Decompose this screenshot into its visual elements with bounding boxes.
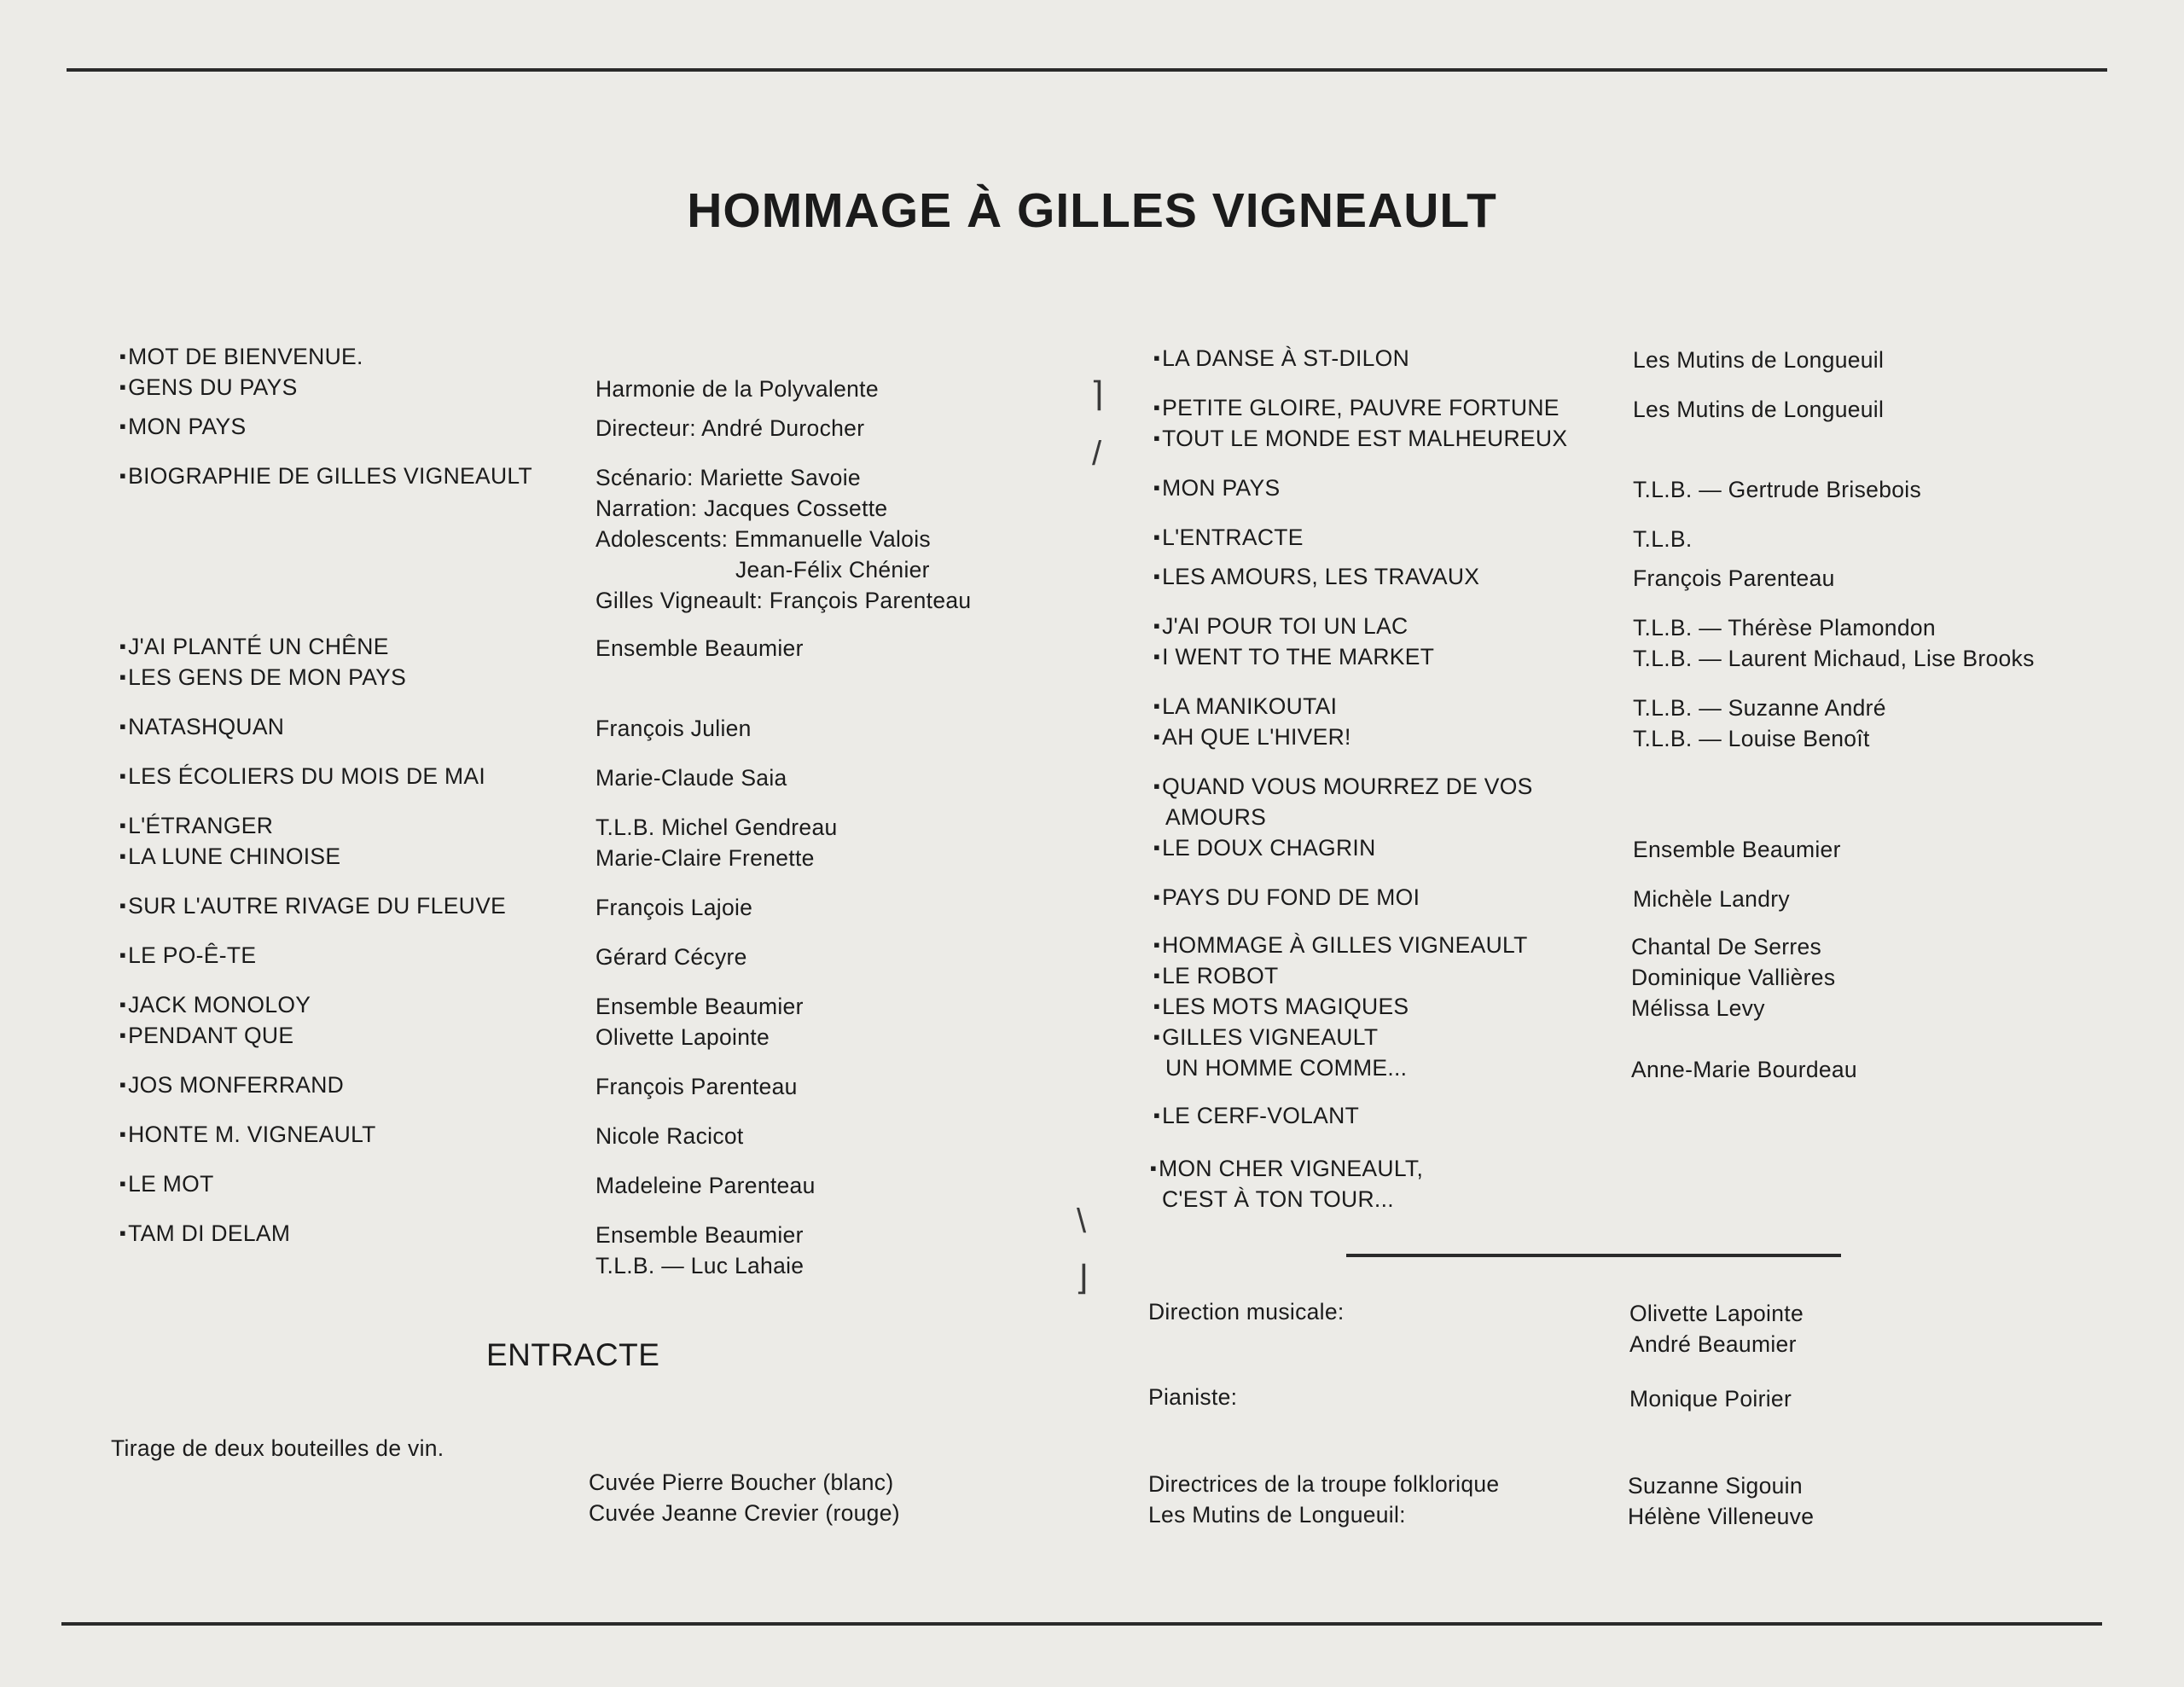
song-title: ▪ PAYS DU FOND DE MOI: [1153, 882, 1420, 914]
song-title: ▪ PETITE GLOIRE, PAUVRE FORTUNE: [1153, 392, 1560, 425]
performer: Ensemble Beaumier: [1633, 837, 1841, 862]
song-title: ▪ LES ÉCOLIERS DU MOIS DE MAI: [119, 761, 485, 793]
song-title: ▪ LE DOUX CHAGRIN: [1153, 832, 1376, 865]
song-title: ▪ MON PAYS: [1153, 472, 1280, 505]
performer: Gérard Cécyre: [595, 944, 747, 970]
performer: T.L.B. — Suzanne André: [1633, 695, 1886, 721]
performer: Directeur: André Durocher: [595, 415, 865, 441]
binding-mark: /: [1092, 435, 1102, 472]
song-title: ▪ TOUT LE MONDE EST MALHEUREUX: [1153, 423, 1567, 455]
song-title: ▪ LES AMOURS, LES TRAVAUX: [1153, 561, 1479, 594]
performer: François Julien: [595, 716, 752, 741]
credit-name: Olivette Lapointe: [1629, 1301, 1804, 1326]
song-title: ▪ SUR L'AUTRE RIVAGE DU FLEUVE: [119, 890, 506, 923]
performer: Ensemble Beaumier: [595, 994, 804, 1019]
entracte-heading: ENTRACTE: [486, 1337, 660, 1372]
performer: Madeleine Parenteau: [595, 1173, 816, 1198]
performer: T.L.B.: [1633, 526, 1693, 552]
song-title: ▪ I WENT TO THE MARKET: [1153, 641, 1434, 674]
song-title: ▪ LE PO-Ê-TE: [119, 940, 256, 972]
performer: Harmonie de la Polyvalente: [595, 376, 879, 402]
song-title: ▪ LE CERF-VOLANT: [1153, 1100, 1359, 1133]
binding-mark: ⌋: [1075, 1260, 1089, 1297]
song-title: ▪ LE MOT: [119, 1168, 214, 1201]
performer: T.L.B. — Gertrude Brisebois: [1633, 477, 1922, 502]
binding-mark: \: [1077, 1203, 1087, 1240]
bottom-rule: [61, 1622, 2102, 1626]
performer: Marie-Claude Saia: [595, 765, 787, 791]
performer: Marie-Claire Frenette: [595, 845, 815, 871]
song-title: ▪ QUAND VOUS MOURREZ DE VOS: [1153, 771, 1533, 803]
page-title: HOMMAGE À GILLES VIGNEAULT: [687, 183, 1497, 238]
performer: Ensemble Beaumier: [595, 635, 804, 661]
credit-name: André Beaumier: [1629, 1331, 1797, 1357]
binding-mark: ⌉: [1090, 376, 1104, 414]
song-title: ▪ MOT DE BIENVENUE.: [119, 341, 363, 374]
credit-name: Suzanne Sigouin: [1628, 1473, 1803, 1499]
song-title: ▪ MON PAYS: [119, 411, 246, 443]
credit-role: Directrices de la troupe folklorique: [1148, 1471, 1500, 1497]
song-title: ▪ GILLES VIGNEAULT: [1153, 1022, 1378, 1054]
song-title: ▪ L'ENTRACTE: [1153, 522, 1304, 554]
performer: Chantal De Serres: [1631, 934, 1822, 959]
song-title: ▪ J'AI PLANTÉ UN CHÊNE: [119, 631, 389, 664]
song-title: AMOURS: [1165, 804, 1267, 830]
credits-divider: [1346, 1254, 1841, 1257]
song-title: ▪ LES MOTS MAGIQUES: [1153, 991, 1409, 1023]
performer: Ensemble Beaumier: [595, 1222, 804, 1248]
performer: Anne-Marie Bourdeau: [1631, 1057, 1857, 1082]
performer: T.L.B. — Laurent Michaud, Lise Brooks: [1633, 646, 2035, 671]
song-title: ▪ LA MANIKOUTAI: [1153, 691, 1337, 723]
song-title: ▪ JACK MONOLOY: [119, 989, 311, 1022]
song-title: C'EST À TON TOUR...: [1162, 1186, 1394, 1212]
song-title: ▪ AH QUE L'HIVER!: [1153, 722, 1351, 754]
raffle-text: Tirage de deux bouteilles de vin.: [111, 1435, 444, 1461]
performer: Les Mutins de Longueuil: [1633, 397, 1885, 422]
performer: Mélissa Levy: [1631, 995, 1765, 1021]
performer: Scénario: Mariette Savoie: [595, 465, 861, 490]
performer: Jean-Félix Chénier: [735, 557, 930, 583]
song-title: ▪ L'ÉTRANGER: [119, 810, 273, 843]
performer: Olivette Lapointe: [595, 1024, 770, 1050]
performer: T.L.B. — Thérèse Plamondon: [1633, 615, 1936, 641]
song-title: ▪ J'AI POUR TOI UN LAC: [1153, 611, 1409, 643]
performer: François Lajoie: [595, 895, 753, 920]
performer: Dominique Vallières: [1631, 965, 1836, 990]
performer: François Parenteau: [1633, 565, 1835, 591]
song-title: ▪ LA DANSE À ST-DILON: [1153, 343, 1409, 375]
song-title: UN HOMME COMME...: [1165, 1055, 1408, 1081]
credit-role: Les Mutins de Longueuil:: [1148, 1502, 1406, 1528]
performer: T.L.B. — Louise Benoît: [1633, 726, 1870, 751]
performer: Les Mutins de Longueuil: [1633, 347, 1885, 373]
credit-name: Hélène Villeneuve: [1628, 1504, 1815, 1529]
song-title: ▪ LA LUNE CHINOISE: [119, 841, 340, 873]
performer: T.L.B. Michel Gendreau: [595, 815, 838, 840]
song-title: ▪ JOS MONFERRAND: [119, 1070, 344, 1102]
performer: T.L.B. — Luc Lahaie: [595, 1253, 804, 1278]
song-title: ▪ MON CHER VIGNEAULT,: [1150, 1153, 1423, 1186]
song-title: ▪ HOMMAGE À GILLES VIGNEAULT: [1153, 930, 1528, 962]
song-title: ▪ BIOGRAPHIE DE GILLES VIGNEAULT: [119, 461, 532, 493]
performer: Narration: Jacques Cossette: [595, 496, 888, 521]
credit-role: Pianiste:: [1148, 1384, 1238, 1410]
credit-role: Direction musicale:: [1148, 1299, 1345, 1325]
song-title: ▪ GENS DU PAYS: [119, 372, 298, 404]
song-title: ▪ HONTE M. VIGNEAULT: [119, 1119, 376, 1151]
song-title: ▪ NATASHQUAN: [119, 711, 284, 744]
song-title: ▪ LE ROBOT: [1153, 960, 1279, 993]
performer: François Parenteau: [595, 1074, 798, 1099]
performer: Adolescents: Emmanuelle Valois: [595, 526, 931, 552]
credit-name: Monique Poirier: [1629, 1386, 1792, 1412]
song-title: ▪ PENDANT QUE: [119, 1020, 293, 1052]
performer: Gilles Vigneault: François Parenteau: [595, 588, 972, 613]
wine-item: Cuvée Pierre Boucher (blanc): [589, 1470, 894, 1495]
song-title: ▪ TAM DI DELAM: [119, 1218, 290, 1250]
performer: Michèle Landry: [1633, 886, 1790, 912]
song-title: ▪ LES GENS DE MON PAYS: [119, 662, 406, 694]
wine-item: Cuvée Jeanne Crevier (rouge): [589, 1500, 900, 1526]
top-rule: [67, 68, 2107, 72]
performer: Nicole Racicot: [595, 1123, 744, 1149]
